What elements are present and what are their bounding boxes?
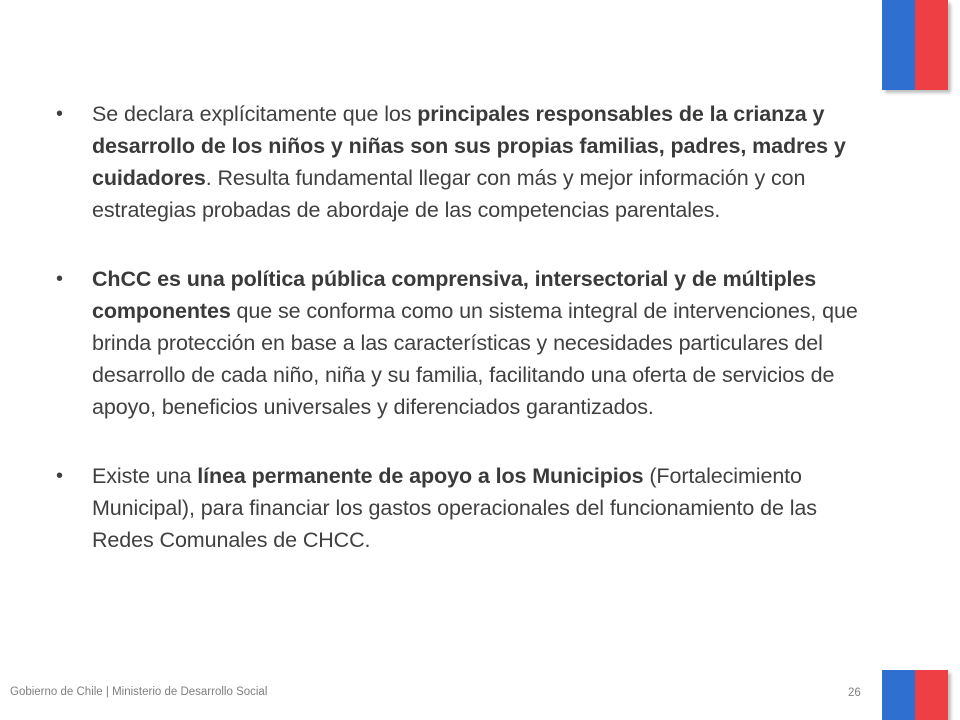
bullet-item: [50, 460, 860, 556]
bullet-text-post: . Resulta fundamental llegar con más y mejor información y con estrategias probadas de abordaje de las competencias parentales.: [92, 166, 806, 222]
bullet-text-post: (Fortalecimiento Municipal), para financiar los gastos operacionales del funcionamiento de las Redes Comunales de CHCC.: [92, 464, 817, 552]
footer-ministry-text: Gobierno de Chile | Ministerio de Desarrollo Social: [10, 686, 268, 698]
bullet-text-bold: ChCC es una política pública comprensiva, intersectorial y de múltiples componentes: [92, 267, 817, 323]
flag-red-stripe: [915, 670, 948, 720]
bullet-text-pre: Se declara explícitamente que los: [92, 102, 418, 126]
bullet-item: [50, 263, 860, 423]
flag-blue-stripe: [882, 670, 915, 720]
slide-body: [50, 98, 860, 593]
bullet-item: [50, 98, 860, 226]
bullet-text-bold: línea permanente de apoyo a los Municipios: [197, 464, 644, 488]
bullet-marker: •: [56, 268, 64, 290]
bullet-text-pre: Existe una: [92, 464, 198, 488]
flag-blue-stripe: [882, 0, 915, 90]
bullet-marker: •: [56, 103, 64, 125]
bullet-text-bold: principales responsables de la crianza y desarrollo de los niños y niñas son sus propias familias, padres, madres y cuidadores: [92, 102, 846, 190]
flag-red-stripe: [915, 0, 948, 90]
bullet-text-post: que se conforma como un sistema integral de intervenciones, que brinda protección en base a las características y necesidades particulares del desarrollo de cada niño, niña y su familia, facilitando una oferta de servicios de apoyo, beneficios universales y diferenciados garantizados.: [92, 299, 858, 419]
bullet-text: [92, 98, 860, 226]
chile-flag-emblem-top: [882, 0, 948, 90]
bullet-marker: •: [56, 465, 64, 487]
chile-flag-emblem-bottom: [882, 670, 948, 720]
page-number: 26: [848, 687, 861, 699]
bullet-text: [92, 460, 860, 556]
bullet-text: [92, 263, 860, 423]
